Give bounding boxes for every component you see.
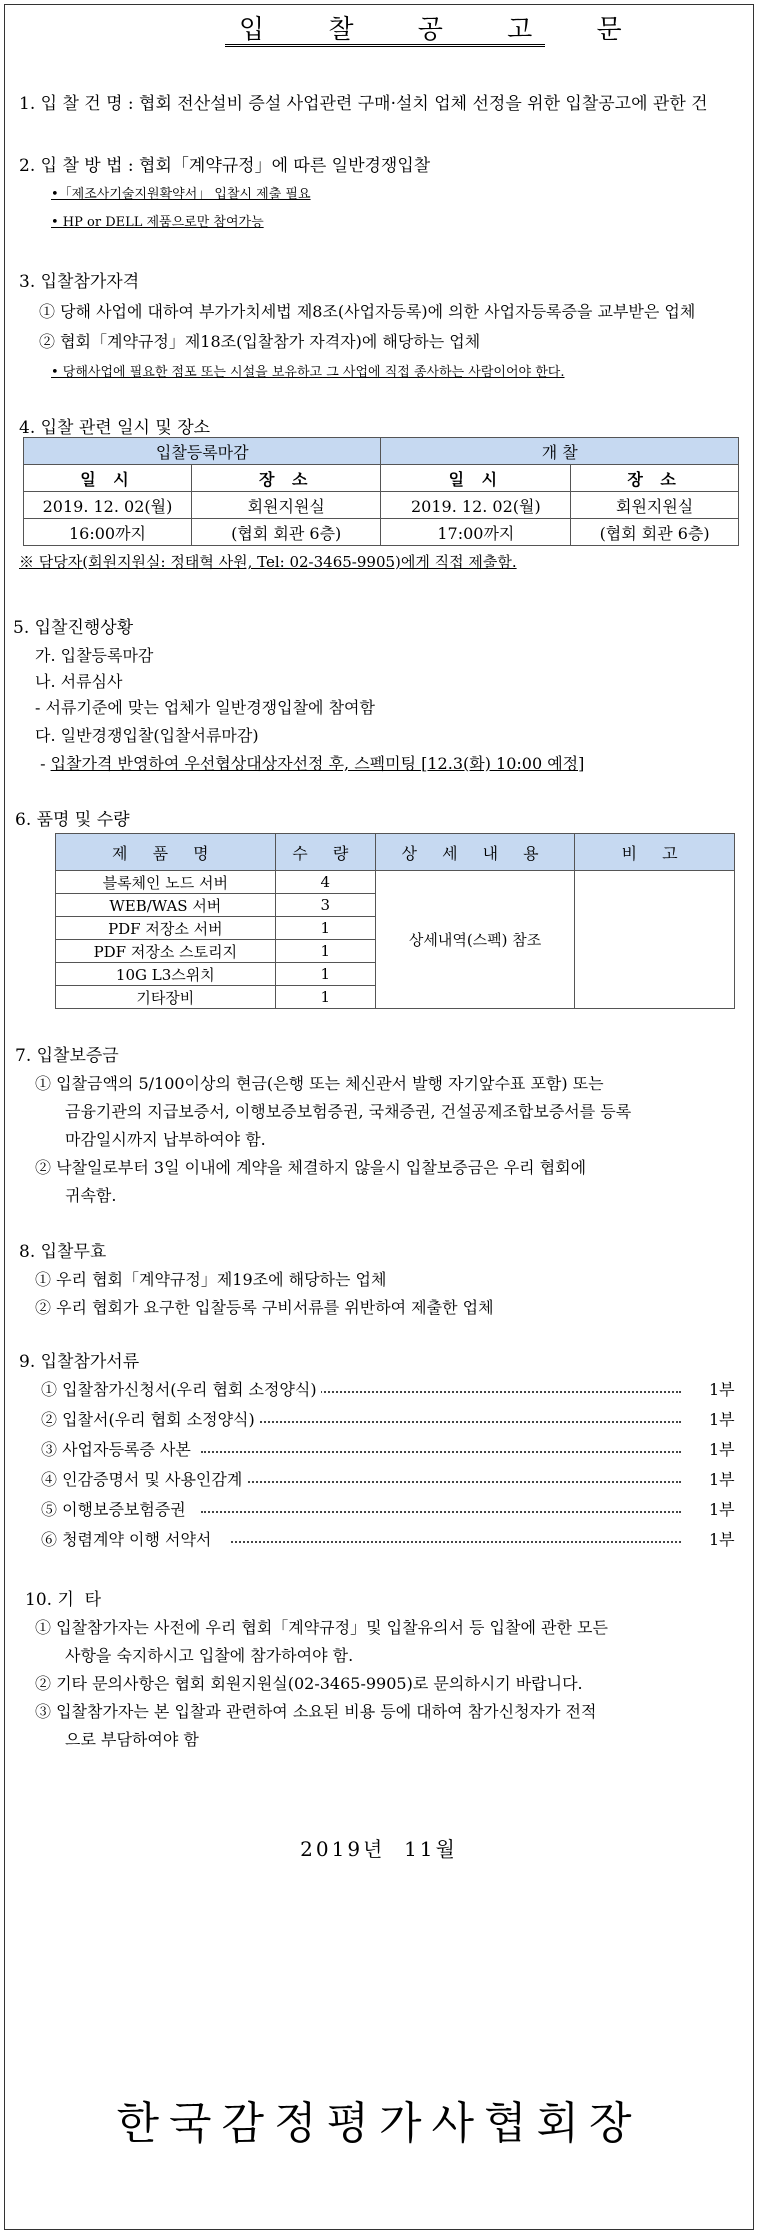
issuer-name: 한국감정평가사협회장 [116,2098,642,2149]
section-5-line-5 [35,751,584,774]
item-qty: 3 [275,894,375,917]
list-item [41,1407,741,1431]
notice-date: 2019년 11월 [300,1837,458,1861]
document-count: 1부 [709,1410,735,1429]
section-4-heading: 4. 입찰 관련 일시 및 장소 [19,418,211,438]
section-10-item-1-line-1: ① 입찰참가자는 사전에 우리 협회「계약규정」및 입찰유의서 등 입찰에 관한 모든 [35,1618,608,1637]
item-name: 10G L3스위치 [56,963,276,986]
list-item [41,1437,741,1461]
item-qty: 1 [275,986,375,1009]
section-5-spec-meeting: 입찰가격 반영하여 우선협상대상자선정 후, 스펙미팅 [12.3(화) 10:00 예정] [50,754,585,773]
section-3-item-2: ② 협회「계약규정」제18조(입찰참가 자격자)에 해당하는 업체 [39,332,481,351]
section-3-item-1: ① 당해 사업에 대하여 부가가치세법 제8조(사업자등록)에 의한 사업자등록증을 교부받은 업체 [39,302,696,321]
schedule-header-opening: 개 찰 [381,438,739,465]
table-row [56,871,735,894]
schedule-reg-date: 2019. 12. 02(월) [24,492,192,519]
document-label: ④ 인감증명서 및 사용인감계 [41,1467,246,1490]
document-label: ⑥ 청렴계약 이행 서약서 [41,1527,215,1550]
section-6-heading: 6. 품명 및 수량 [15,810,130,830]
schedule-reg-time: 16:00까지 [24,519,192,546]
section-10-item-3-line-1: ③ 입찰참가자는 본 입찰과 관련하여 소요된 비용 등에 대하여 참가신청자가 전적 [35,1702,597,1721]
item-name: WEB/WAS 서버 [56,894,276,917]
schedule-reg-place: 회원지원실 [191,492,381,519]
section-7-item-1-line-3: 마감일시까지 납부하여야 함. [65,1130,266,1149]
schedule-open-place-detail: (협회 회관 6층) [571,519,739,546]
items-header-remarks: 비 고 [575,834,735,871]
schedule-reg-place-label: 장 소 [191,465,381,492]
document-count: 1부 [709,1500,735,1519]
section-5-line-2: 나. 서류심사 [35,672,123,691]
item-name: PDF 저장소 스토리지 [56,940,276,963]
dot-leader [201,1451,681,1453]
schedule-open-date-label: 일 시 [381,465,571,492]
list-item [41,1467,741,1491]
items-header-name: 제 품 명 [56,834,276,871]
item-remarks [575,871,735,1009]
section-5-heading: 5. 입찰진행상황 [13,618,134,638]
section-7-item-1-line-2: 금융기관의 지급보증서, 이행보증보험증권, 국채증권, 건설공제조합보증서를 등록 [65,1102,632,1121]
document-label: ② 입찰서(우리 협회 소정양식) [41,1407,259,1430]
section-7-heading: 7. 입찰보증금 [15,1046,119,1066]
section-3-heading: 3. 입찰참가자격 [19,272,140,292]
section-10-item-1-line-2: 사항을 숙지하시고 입찰에 참가하여야 함. [65,1646,354,1665]
page-title: 입 찰 공 고 문 [225,13,545,47]
section-1-bid-name: 1. 입 찰 건 명 : 협회 전산설비 증설 사업관련 구매·설치 업체 선정을 위한 입찰공고에 관한 건 [19,94,708,114]
document-label: ⑤ 이행보증보험증권 [41,1497,190,1520]
dot-leader [201,1511,681,1513]
schedule-table [23,437,739,546]
section-7-item-2-line-2: 귀속함. [65,1186,117,1205]
section-5-dash: - [35,754,51,773]
schedule-open-place-label: 장 소 [571,465,739,492]
list-item [41,1497,741,1521]
section-5-line-1: 가. 입찰등록마감 [35,646,154,665]
item-name: PDF 저장소 서버 [56,917,276,940]
section-9-heading: 9. 입찰참가서류 [19,1352,140,1372]
section-5-line-3: - 서류기준에 맞는 업체가 일반경쟁입찰에 참여함 [35,698,375,717]
item-qty: 1 [275,917,375,940]
section-7-item-1-line-1: ① 입찰금액의 5/100이상의 현금(은행 또는 체신관서 발행 자기앞수표 포함) 또는 [35,1074,604,1093]
items-header-qty: 수 량 [275,834,375,871]
schedule-open-date: 2019. 12. 02(월) [381,492,571,519]
section-3-note: • 당해사업에 필요한 점포 또는 시설을 보유하고 그 사업에 직접 종사하는 사람이어야 한다. [51,365,565,380]
schedule-open-time: 17:00까지 [381,519,571,546]
schedule-open-place: 회원지원실 [571,492,739,519]
item-name: 블록체인 노드 서버 [56,871,276,894]
document-count: 1부 [709,1380,735,1399]
contact-note: ※ 담당자(회원지원실: 정태혁 사원, Tel: 02-3465-9905)에게 직접 제출함. [19,553,517,571]
section-2-heading: 2. 입 찰 방 법 : 협회「계약규정」에 따른 일반경쟁입찰 [19,156,431,176]
item-detail: 상세내역(스펙) 참조 [375,871,574,1009]
section-2-note-2: • HP or DELL 제품으로만 참여가능 [51,215,264,230]
document-count: 1부 [709,1470,735,1489]
document-label: ① 입찰참가신청서(우리 협회 소정양식) [41,1377,321,1400]
schedule-header-registration: 입찰등록마감 [24,438,381,465]
section-8-item-2: ② 우리 협회가 요구한 입찰등록 구비서류를 위반하여 제출한 업체 [35,1298,494,1317]
dot-leader [241,1421,681,1423]
section-10-heading: 10. 기 타 [25,1590,102,1610]
items-header-detail: 상 세 내 용 [375,834,574,871]
notice-page [4,4,754,2230]
dot-leader [231,1541,681,1543]
dot-leader [241,1481,681,1483]
item-qty: 1 [275,940,375,963]
section-2-note-1: •「제조사기술지원확약서」 입찰시 제출 필요 [51,187,311,202]
section-7-item-2-line-1: ② 낙찰일로부터 3일 이내에 계약을 체결하지 않을시 입찰보증금은 우리 협회에 [35,1158,587,1177]
item-qty: 4 [275,871,375,894]
document-count: 1부 [709,1440,735,1459]
item-qty: 1 [275,963,375,986]
section-8-heading: 8. 입찰무효 [19,1242,107,1262]
section-8-item-1: ① 우리 협회「계약규정」제19조에 해당하는 업체 [35,1270,387,1289]
section-10-item-3-line-2: 으로 부담하여야 함 [65,1730,199,1749]
section-10-item-2: ② 기타 문의사항은 협회 회원지원실(02-3465-9905)로 문의하시기 바랍니다. [35,1674,583,1693]
schedule-reg-place-detail: (협회 회관 6층) [191,519,381,546]
document-label: ③ 사업자등록증 사본 [41,1437,195,1460]
document-count: 1부 [709,1530,735,1549]
section-5-line-4: 다. 일반경쟁입찰(입찰서류마감) [35,726,259,745]
list-item [41,1377,741,1401]
schedule-reg-date-label: 일 시 [24,465,192,492]
items-table [55,833,735,1009]
list-item [41,1527,741,1551]
item-name: 기타장비 [56,986,276,1009]
